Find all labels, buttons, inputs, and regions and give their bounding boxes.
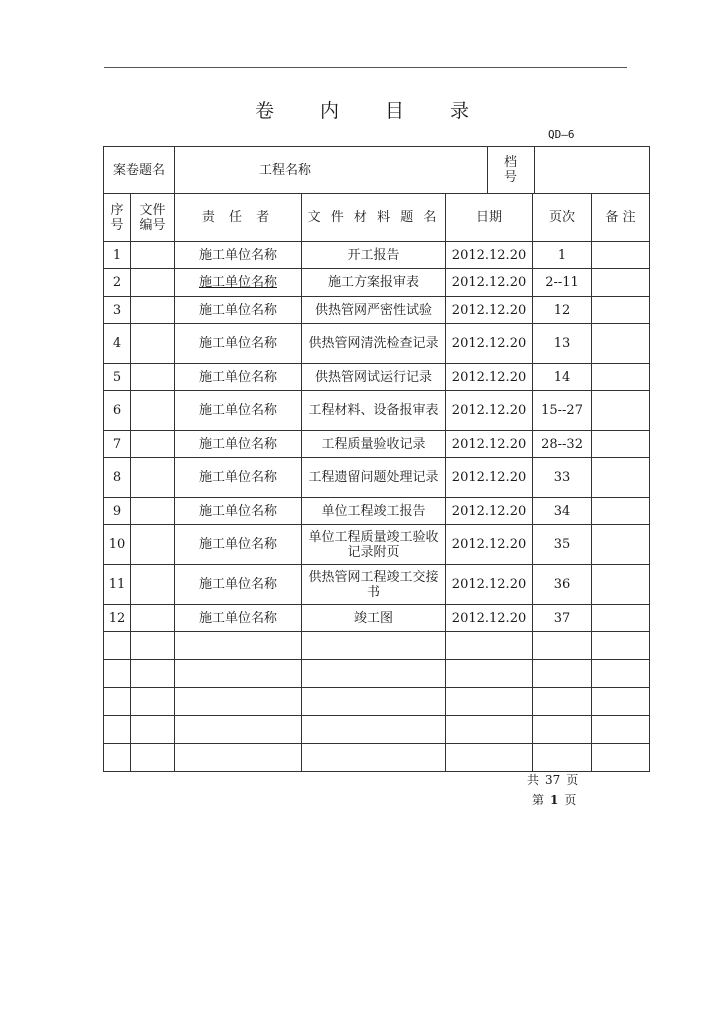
empty-cell: [446, 716, 533, 744]
current-prefix: 第: [532, 793, 545, 807]
empty-row: [104, 632, 650, 660]
col-remarks: 备 注: [592, 194, 650, 242]
table-row: [104, 269, 650, 297]
col-file-no-line1: 文件: [139, 202, 166, 218]
row-title: 施工方案报审表: [302, 269, 446, 297]
row-seq: 12: [104, 605, 131, 632]
empty-cell: [104, 688, 131, 716]
row-pages: 33: [533, 458, 592, 498]
row-title: 竣工图: [302, 605, 446, 632]
row-responsible: 施工单位名称: [175, 605, 302, 632]
empty-cell: [104, 632, 131, 660]
column-header-row: [104, 194, 650, 242]
col-file-no-line2: 编号: [139, 217, 166, 233]
row-file-no: [131, 324, 175, 364]
row-seq: 1: [104, 242, 131, 269]
col-seq: [104, 194, 131, 242]
total-suffix: 页: [566, 773, 579, 787]
row-remarks: [592, 324, 650, 364]
current-page: [529, 791, 579, 808]
row-remarks: [592, 364, 650, 391]
row-title: 单位工程竣工报告: [302, 498, 446, 525]
empty-cell: [104, 744, 131, 772]
col-responsible: 责 任 者: [175, 194, 302, 242]
total-pages: [524, 771, 581, 788]
col-file-title: 文 件 材 料 题 名: [302, 194, 446, 242]
empty-cell: [131, 716, 175, 744]
row-remarks: [592, 242, 650, 269]
row-responsible: 施工单位名称: [175, 431, 302, 458]
row-remarks: [592, 391, 650, 431]
header-case-row: [104, 147, 650, 194]
row-title: 供热管网严密性试验: [302, 297, 446, 324]
row-pages: 13: [533, 324, 592, 364]
row-pages: 35: [533, 525, 592, 565]
row-date: 2012.12.20: [446, 242, 533, 269]
table-row: [104, 391, 650, 431]
empty-row: [104, 688, 650, 716]
empty-cell: [446, 632, 533, 660]
row-responsible: 施工单位名称: [175, 391, 302, 431]
empty-cell: [302, 632, 446, 660]
row-title: 单位工程质量竣工验收记录附页: [302, 525, 446, 565]
row-date: 2012.12.20: [446, 565, 533, 605]
empty-cell: [131, 660, 175, 688]
table-row: [104, 242, 650, 269]
empty-cell: [175, 660, 302, 688]
row-date: 2012.12.20: [446, 458, 533, 498]
empty-cell: [533, 688, 592, 716]
table-row: [104, 565, 650, 605]
row-pages: 28--32: [533, 431, 592, 458]
row-responsible: 施工单位名称: [175, 498, 302, 525]
col-file-no: [131, 194, 175, 242]
empty-cell: [131, 744, 175, 772]
row-pages: 2--11: [533, 269, 592, 297]
page-title: 卷 内 目 录: [254, 100, 490, 122]
empty-cell: [302, 744, 446, 772]
row-date: 2012.12.20: [446, 324, 533, 364]
table-row: [104, 297, 650, 324]
empty-row: [104, 716, 650, 744]
empty-cell: [302, 688, 446, 716]
archive-label-1: 档: [504, 155, 518, 170]
row-seq: 11: [104, 565, 131, 605]
row-date: 2012.12.20: [446, 391, 533, 431]
row-file-no: [131, 364, 175, 391]
row-title: 供热管网清洗检查记录: [302, 324, 446, 364]
empty-cell: [175, 632, 302, 660]
empty-cell: [592, 632, 650, 660]
row-pages: 12: [533, 297, 592, 324]
row-remarks: [592, 605, 650, 632]
row-remarks: [592, 431, 650, 458]
empty-cell: [592, 688, 650, 716]
row-date: 2012.12.20: [446, 297, 533, 324]
row-title: 工程材料、设备报审表: [302, 391, 446, 431]
row-title: 工程遗留问题处理记录: [302, 458, 446, 498]
row-responsible: 施工单位名称: [175, 269, 302, 297]
empty-cell: [592, 744, 650, 772]
row-remarks: [592, 458, 650, 498]
empty-cell: [446, 660, 533, 688]
row-seq: 7: [104, 431, 131, 458]
empty-cell: [175, 716, 302, 744]
col-pages: 页次: [533, 194, 592, 242]
row-pages: 15--27: [533, 391, 592, 431]
empty-cell: [592, 716, 650, 744]
row-date: 2012.12.20: [446, 525, 533, 565]
top-rule: [104, 67, 627, 68]
col-seq-line1: 序: [110, 202, 124, 218]
row-responsible: 施工单位名称: [175, 242, 302, 269]
archive-no-cell: [504, 147, 650, 194]
archive-no-value: [535, 147, 650, 193]
row-file-no: [131, 269, 175, 297]
empty-cell: [104, 660, 131, 688]
row-file-no: [131, 525, 175, 565]
table-row: [104, 605, 650, 632]
row-responsible: 施工单位名称: [175, 565, 302, 605]
empty-row: [104, 660, 650, 688]
empty-cell: [592, 660, 650, 688]
row-responsible: 施工单位名称: [175, 525, 302, 565]
row-seq: 9: [104, 498, 131, 525]
total-prefix: 共: [527, 773, 540, 787]
row-seq: 8: [104, 458, 131, 498]
col-date: 日期: [446, 194, 533, 242]
row-seq: 10: [104, 525, 131, 565]
row-date: 2012.12.20: [446, 431, 533, 458]
row-responsible: 施工单位名称: [175, 364, 302, 391]
current-page-value: 1: [550, 793, 559, 807]
case-title-label: 案卷题名: [104, 147, 175, 194]
empty-cell: [131, 688, 175, 716]
empty-cell: [533, 632, 592, 660]
empty-cell: [446, 744, 533, 772]
row-title: 开工报告: [302, 242, 446, 269]
row-seq: 2: [104, 269, 131, 297]
row-date: 2012.12.20: [446, 269, 533, 297]
row-file-no: [131, 565, 175, 605]
row-pages: 14: [533, 364, 592, 391]
row-file-no: [131, 498, 175, 525]
empty-cell: [302, 716, 446, 744]
empty-cell: [104, 716, 131, 744]
row-title: 供热管网试运行记录: [302, 364, 446, 391]
row-title: 供热管网工程竣工交接书: [302, 565, 446, 605]
row-file-no: [131, 297, 175, 324]
empty-cell: [175, 744, 302, 772]
row-responsible: 施工单位名称: [175, 297, 302, 324]
empty-cell: [533, 660, 592, 688]
row-pages: 34: [533, 498, 592, 525]
row-date: 2012.12.20: [446, 605, 533, 632]
empty-cell: [446, 688, 533, 716]
empty-cell: [533, 716, 592, 744]
table-row: [104, 525, 650, 565]
table-row: [104, 364, 650, 391]
table-row: [104, 458, 650, 498]
row-file-no: [131, 242, 175, 269]
row-pages: 1: [533, 242, 592, 269]
empty-cell: [302, 660, 446, 688]
row-responsible: 施工单位名称: [175, 324, 302, 364]
row-title: 工程质量验收记录: [302, 431, 446, 458]
col-seq-line2: 号: [110, 217, 124, 233]
row-date: 2012.12.20: [446, 498, 533, 525]
row-seq: 4: [104, 324, 131, 364]
row-file-no: [131, 458, 175, 498]
form-code: QD—6: [548, 128, 575, 141]
row-seq: 5: [104, 364, 131, 391]
row-seq: 3: [104, 297, 131, 324]
row-remarks: [592, 565, 650, 605]
catalog-table: [103, 146, 650, 772]
empty-cell: [533, 744, 592, 772]
row-pages: 36: [533, 565, 592, 605]
row-remarks: [592, 297, 650, 324]
row-file-no: [131, 431, 175, 458]
project-name-cell: [175, 147, 533, 194]
empty-cell: [131, 632, 175, 660]
row-date: 2012.12.20: [446, 364, 533, 391]
row-remarks: [592, 525, 650, 565]
table-row: [104, 431, 650, 458]
table-row: [104, 324, 650, 364]
current-suffix: 页: [564, 793, 577, 807]
row-remarks: [592, 498, 650, 525]
table-row: [104, 498, 650, 525]
row-file-no: [131, 605, 175, 632]
total-pages-value: 37: [545, 773, 561, 787]
row-file-no: [131, 391, 175, 431]
row-responsible: 施工单位名称: [175, 458, 302, 498]
row-pages: 37: [533, 605, 592, 632]
row-remarks: [592, 269, 650, 297]
empty-cell: [175, 688, 302, 716]
row-seq: 6: [104, 391, 131, 431]
project-name: 工程名称: [259, 162, 312, 178]
empty-row: [104, 744, 650, 772]
archive-label-2: 号: [504, 170, 518, 185]
